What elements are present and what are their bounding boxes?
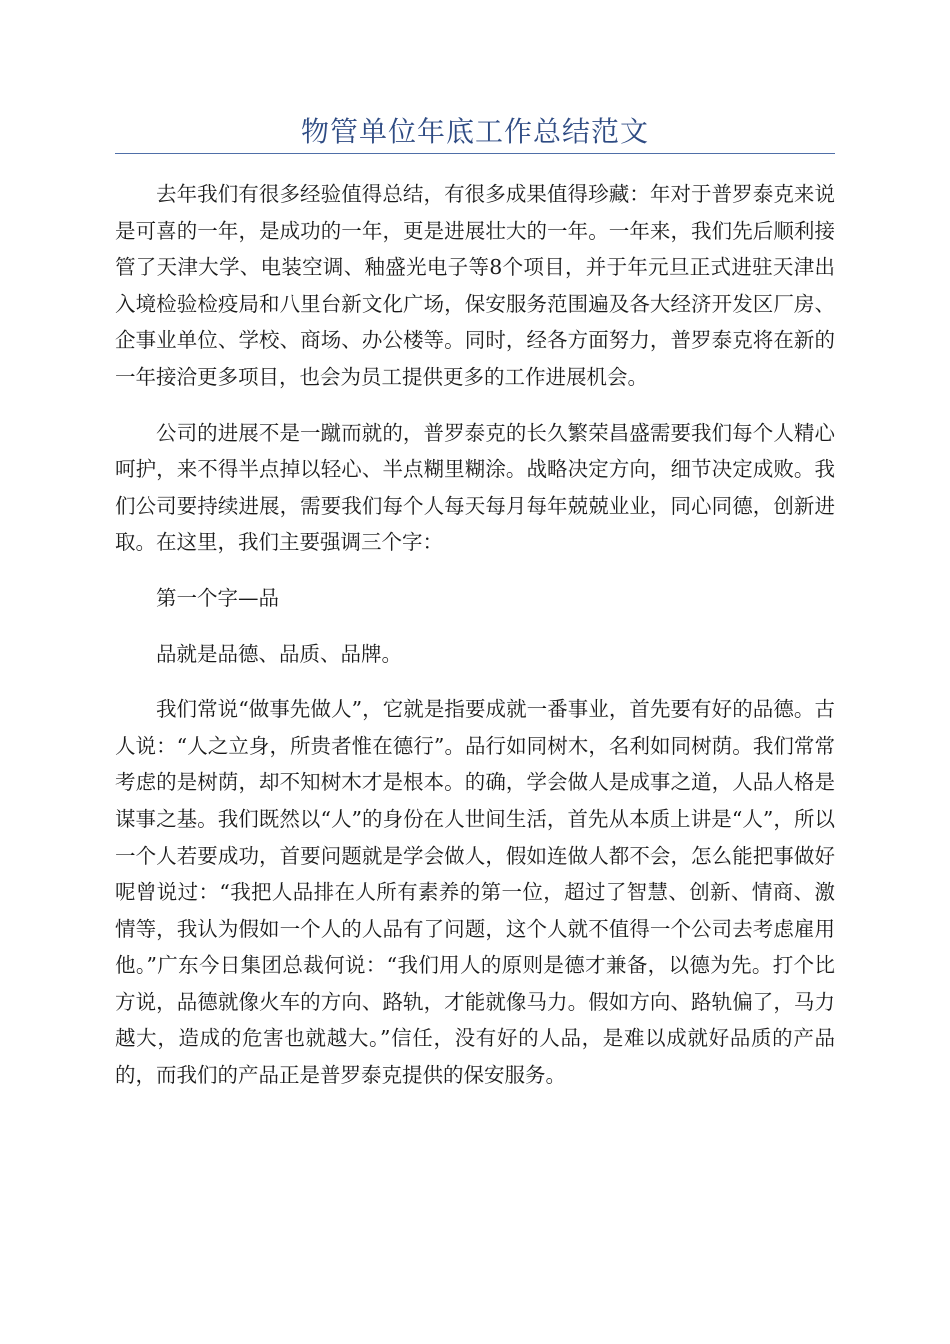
- document-body: [115, 176, 835, 1113]
- document-title: 物管单位年底工作总结范文: [300, 115, 649, 148]
- section-heading-pin: 第一个字—品: [156, 585, 279, 610]
- paragraph-2: 公司的进展不是一蹴而就的，普罗泰克的长久繁荣昌盛需要我们每个人精心呵护，来不得半点掉以轻心、半点糊里糊涂。战略决定方向，细节决定成败。我们公司要持续进展，需要我们每个人每天每月每年兢兢业业，同心同德，创新进取。在这里，我们主要强调三个字：: [115, 420, 835, 555]
- title-underline: [115, 153, 835, 154]
- paragraph-1: 去年我们有很多经验值得总结，有很多成果值得珍藏：年对于普罗泰克来说是可喜的一年，是成功的一年，更是进展壮大的一年。一年来，我们先后顺利接管了天津大学、电装空调、釉盛光电子等8个项目，并于年元旦正式进驻天津出入境检验检疫局和八里台新文化广场，保安服务范围遍及各大经济开发区厂房、企事业单位、学校、商场、办公楼等。同时，经各方面努力，普罗泰克将在新的一年接洽更多项目，也会为员工提供更多的工作进展机会。: [115, 182, 835, 389]
- paragraph-4: 我们常说“做事先做人”，它就是指要成就一番事业，首先要有好的品德。古人说：“人之立身，所贵者惟在德行”。品行如同树木，名利如同树荫。我们常常考虑的是树荫，却不知树木才是根本。的确，学会做人是成事之道，人品人格是谋事之基。我们既然以“人”的身份在人世间生活，首先从本质上讲是“人”，所以一个人若要成功，首要问题就是学会做人，假如连做人都不会，怎么能把事做好呢曾说过：“我把人品排在人所有素养的第一位，超过了智慧、创新、情商、激情等，我认为假如一个人的人品有了问题，这个人就不值得一个公司去考虑雇用他。”广东今日集团总裁何说：“我们用人的原则是德才兼备，以德为先。打个比方说，品德就像火车的方向、路轨，才能就像马力。假如方向、路轨偏了，马力越大，造成的危害也就越大。”信任，没有好的人品，是难以成就好品质的产品的，而我们的产品正是普罗泰克提供的保安服务。: [115, 697, 835, 1088]
- paragraph-3: 品就是品德、品质、品牌。: [156, 641, 402, 666]
